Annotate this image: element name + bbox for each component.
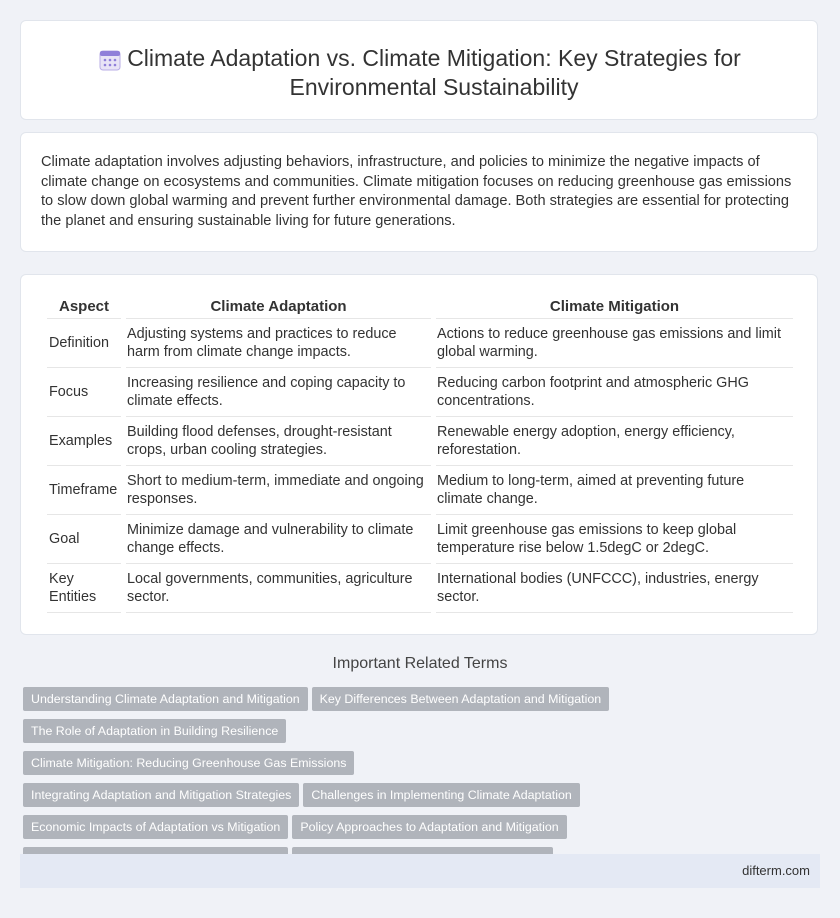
footer xyxy=(20,854,820,888)
header-aspect: Aspect xyxy=(47,295,121,319)
row-aspect: Goal xyxy=(47,515,121,564)
row-aspect: Key Entities xyxy=(47,564,121,613)
page-title: Climate Adaptation vs. Climate Mitigation: Key Strategies for Environmental Sustainability xyxy=(127,45,741,100)
related-term-tag[interactable]: Understanding Climate Adaptation and Mitigation xyxy=(23,687,308,711)
row-aspect: Timeframe xyxy=(47,466,121,515)
related-term-tag[interactable]: Challenges in Implementing Climate Adaptation xyxy=(303,783,579,807)
table-row xyxy=(47,515,793,564)
related-term-tag[interactable]: Policy Approaches to Adaptation and Mitigation xyxy=(292,815,566,839)
table-row xyxy=(47,466,793,515)
row-mitigation: Reducing carbon footprint and atmospheric GHG concentrations. xyxy=(436,368,793,417)
row-adaptation: Short to medium-term, immediate and ongoing responses. xyxy=(126,466,431,515)
row-mitigation: Medium to long-term, aimed at preventing future climate change. xyxy=(436,466,793,515)
related-term-tag[interactable]: The Role of Adaptation in Building Resilience xyxy=(23,719,286,743)
row-mitigation: Actions to reduce greenhouse gas emissions and limit global warming. xyxy=(436,319,793,368)
table-row xyxy=(47,564,793,613)
row-adaptation: Minimize damage and vulnerability to climate change effects. xyxy=(126,515,431,564)
related-terms-title: Important Related Terms xyxy=(332,655,508,672)
table-row xyxy=(47,368,793,417)
row-aspect: Examples xyxy=(47,417,121,466)
related-term-tag[interactable]: Climate Mitigation: Reducing Greenhouse Gas Emissions xyxy=(23,751,354,775)
comparison-table-card xyxy=(20,274,818,635)
table-header-row xyxy=(47,295,793,319)
table-row xyxy=(47,319,793,368)
row-adaptation: Adjusting systems and practices to reduce harm from climate change impacts. xyxy=(126,319,431,368)
row-adaptation: Increasing resilience and coping capacity to climate effects. xyxy=(126,368,431,417)
row-mitigation: Limit greenhouse gas emissions to keep global temperature rise below 1.5degC or 2degC. xyxy=(436,515,793,564)
row-aspect: Definition xyxy=(47,319,121,368)
intro-card xyxy=(20,132,818,252)
related-term-tag[interactable]: Economic Impacts of Adaptation vs Mitigation xyxy=(23,815,288,839)
related-terms-list xyxy=(23,687,623,879)
footer-site-link[interactable]: difterm.com xyxy=(742,863,810,878)
header-adaptation: Climate Adaptation xyxy=(126,295,431,319)
header-mitigation: Climate Mitigation xyxy=(436,295,793,319)
table-row xyxy=(47,417,793,466)
row-aspect: Focus xyxy=(47,368,121,417)
row-adaptation: Building flood defenses, drought-resistant crops, urban cooling strategies. xyxy=(126,417,431,466)
related-term-tag[interactable]: Key Differences Between Adaptation and Mitigation xyxy=(312,687,610,711)
header-card xyxy=(20,20,818,120)
intro-text: Climate adaptation involves adjusting behaviors, infrastructure, and policies to minimize the negative impacts of climate change on ecosystems and communities. Climate mitigation focuses on reducing greenhouse gas emissions to slow down global warming and prevent further environmental damage. Both strategies are essential for protecting the planet and ensuring sustainable living for future generations. xyxy=(41,154,792,229)
related-term-tag[interactable]: Integrating Adaptation and Mitigation Strategies xyxy=(23,783,299,807)
row-adaptation: Local governments, communities, agriculture sector. xyxy=(126,564,431,613)
row-mitigation: International bodies (UNFCCC), industries, energy sector. xyxy=(436,564,793,613)
row-mitigation: Renewable energy adoption, energy efficiency, reforestation. xyxy=(436,417,793,466)
comparison-table xyxy=(42,295,798,613)
